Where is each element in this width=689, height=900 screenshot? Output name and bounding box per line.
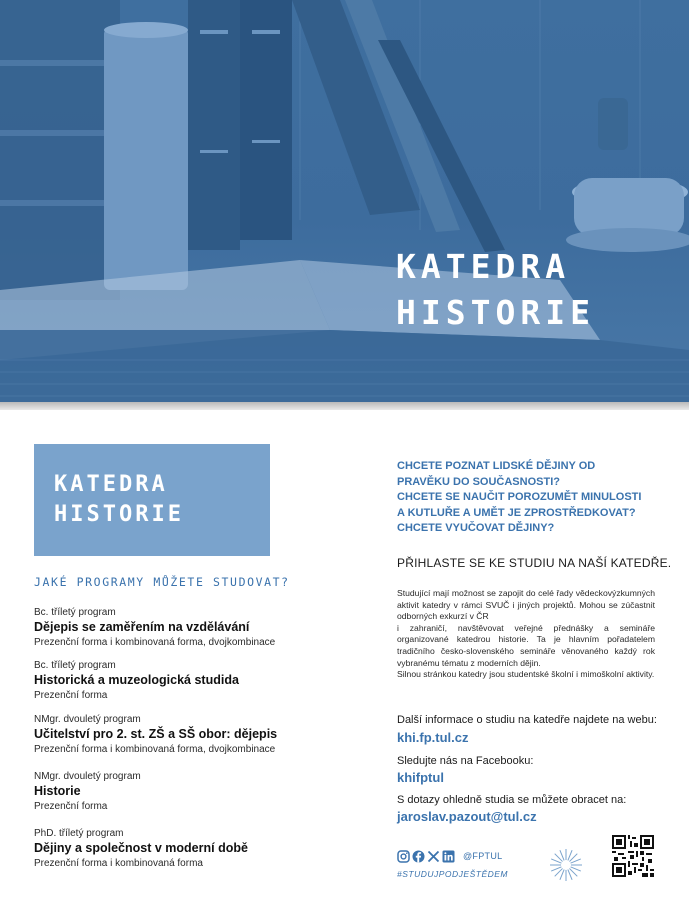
social-handle[interactable]: @FPTUL [463, 851, 503, 861]
program-form: Prezenční forma [34, 690, 108, 701]
program-item [34, 713, 334, 757]
question-line: CHCETE POZNAT LIDSKÉ DĚJINY OD [397, 460, 596, 472]
hero-title-line2: HISTORIE [396, 293, 595, 332]
program-form: Prezenční forma i kombinovaná forma, dvojkombinace [34, 744, 276, 755]
instagram-icon[interactable] [397, 850, 410, 863]
hashtag: #STUDUJPODJEŠTĚDEM [397, 869, 509, 879]
program-item [34, 827, 334, 871]
program-level: Bc. tříletý program [34, 607, 116, 618]
programs-heading: JAKÉ PROGRAMY MŮŽETE STUDOVAT? [34, 575, 290, 589]
program-item [34, 606, 334, 650]
social-links [397, 849, 502, 863]
program-name: Dějiny a společnost v moderní době [34, 841, 248, 855]
hero-title-line1: KATEDRA [396, 247, 571, 286]
web-link[interactable]: khi.fp.tul.cz [397, 730, 469, 745]
section-divider [0, 402, 689, 410]
program-level: NMgr. dvouletý program [34, 714, 141, 725]
description-paragraph: i zahraničí, navštěvovat veřejné přednášky a semináře organizované katedrou historie. Ta je hlavním pořadatelem tradičního česko-slovenského semináře věnovaného každý rok vybranému tématu z moderních dějin. [397, 622, 655, 668]
department-description [397, 588, 655, 681]
program-level: NMgr. dvouletý program [34, 771, 141, 782]
program-name: Historie [34, 784, 81, 798]
hero-photo-books [0, 0, 689, 402]
email-link[interactable]: jaroslav.pazout@tul.cz [397, 809, 537, 824]
hero-title [396, 244, 595, 336]
facebook-link[interactable]: khifptul [397, 770, 444, 785]
web-info-label: Další informace o studiu na katedře najdete na webu: [397, 714, 657, 726]
question-line: PRAVĚKU DO SOUČASNOSTI? [397, 475, 560, 488]
logo-line2: HISTORIE [54, 502, 184, 527]
linkedin-icon[interactable] [442, 850, 455, 863]
questions-block [397, 459, 667, 537]
email-info-label: S dotazy ohledně studia se můžete obracet na: [397, 794, 627, 806]
question-line: CHCETE SE NAUČIT POROZUMĚT MINULOSTI [397, 491, 642, 504]
facebook-icon[interactable] [412, 850, 425, 863]
program-level: PhD. tříletý program [34, 828, 124, 839]
program-name: Historická a muzeologická studida [34, 673, 239, 687]
university-sun-logo-icon [549, 848, 583, 882]
logo-line1: KATEDRA [54, 472, 168, 497]
question-line: A KUTLUŘE A UMĚT JE ZPROSTŘEDKOVAT? [397, 506, 636, 519]
program-item [34, 770, 334, 814]
department-logo-text [54, 470, 184, 530]
description-paragraph: Studující mají možnost se zapojit do celé řady vědeckovýzkumných aktivit katedry v rámci SVUČ i jiných projektů. Mohou se zúčastnit odborných exkurzí v ČR [397, 588, 655, 622]
department-logo-box [34, 444, 270, 556]
hero-banner [0, 0, 689, 402]
description-paragraph: Silnou stránkou katedry jsou studentské školní i mimoškolní aktivity. [397, 669, 655, 680]
apply-call-to-action: PŘIHLASTE SE KE STUDIU NA NAŠÍ KATEDŘE. [397, 556, 672, 570]
x-icon[interactable] [427, 850, 440, 863]
question-line: CHCETE VYUČOVAT DĚJINY? [397, 522, 555, 535]
program-item [34, 659, 334, 703]
qr-code-icon[interactable] [612, 835, 654, 877]
program-form: Prezenční forma i kombinovaná forma, dvojkombinace [34, 637, 276, 648]
program-name: Učitelství pro 2. st. ZŠ a SŠ obor: dějepis [34, 727, 278, 741]
program-form: Prezenční forma [34, 801, 108, 812]
facebook-info-label: Sledujte nás na Facebooku: [397, 755, 534, 767]
program-name: Dějepis se zaměřením na vzdělávání [34, 620, 250, 634]
program-level: Bc. tříletý program [34, 660, 116, 671]
program-form: Prezenční forma i kombinovaná forma [34, 858, 203, 869]
